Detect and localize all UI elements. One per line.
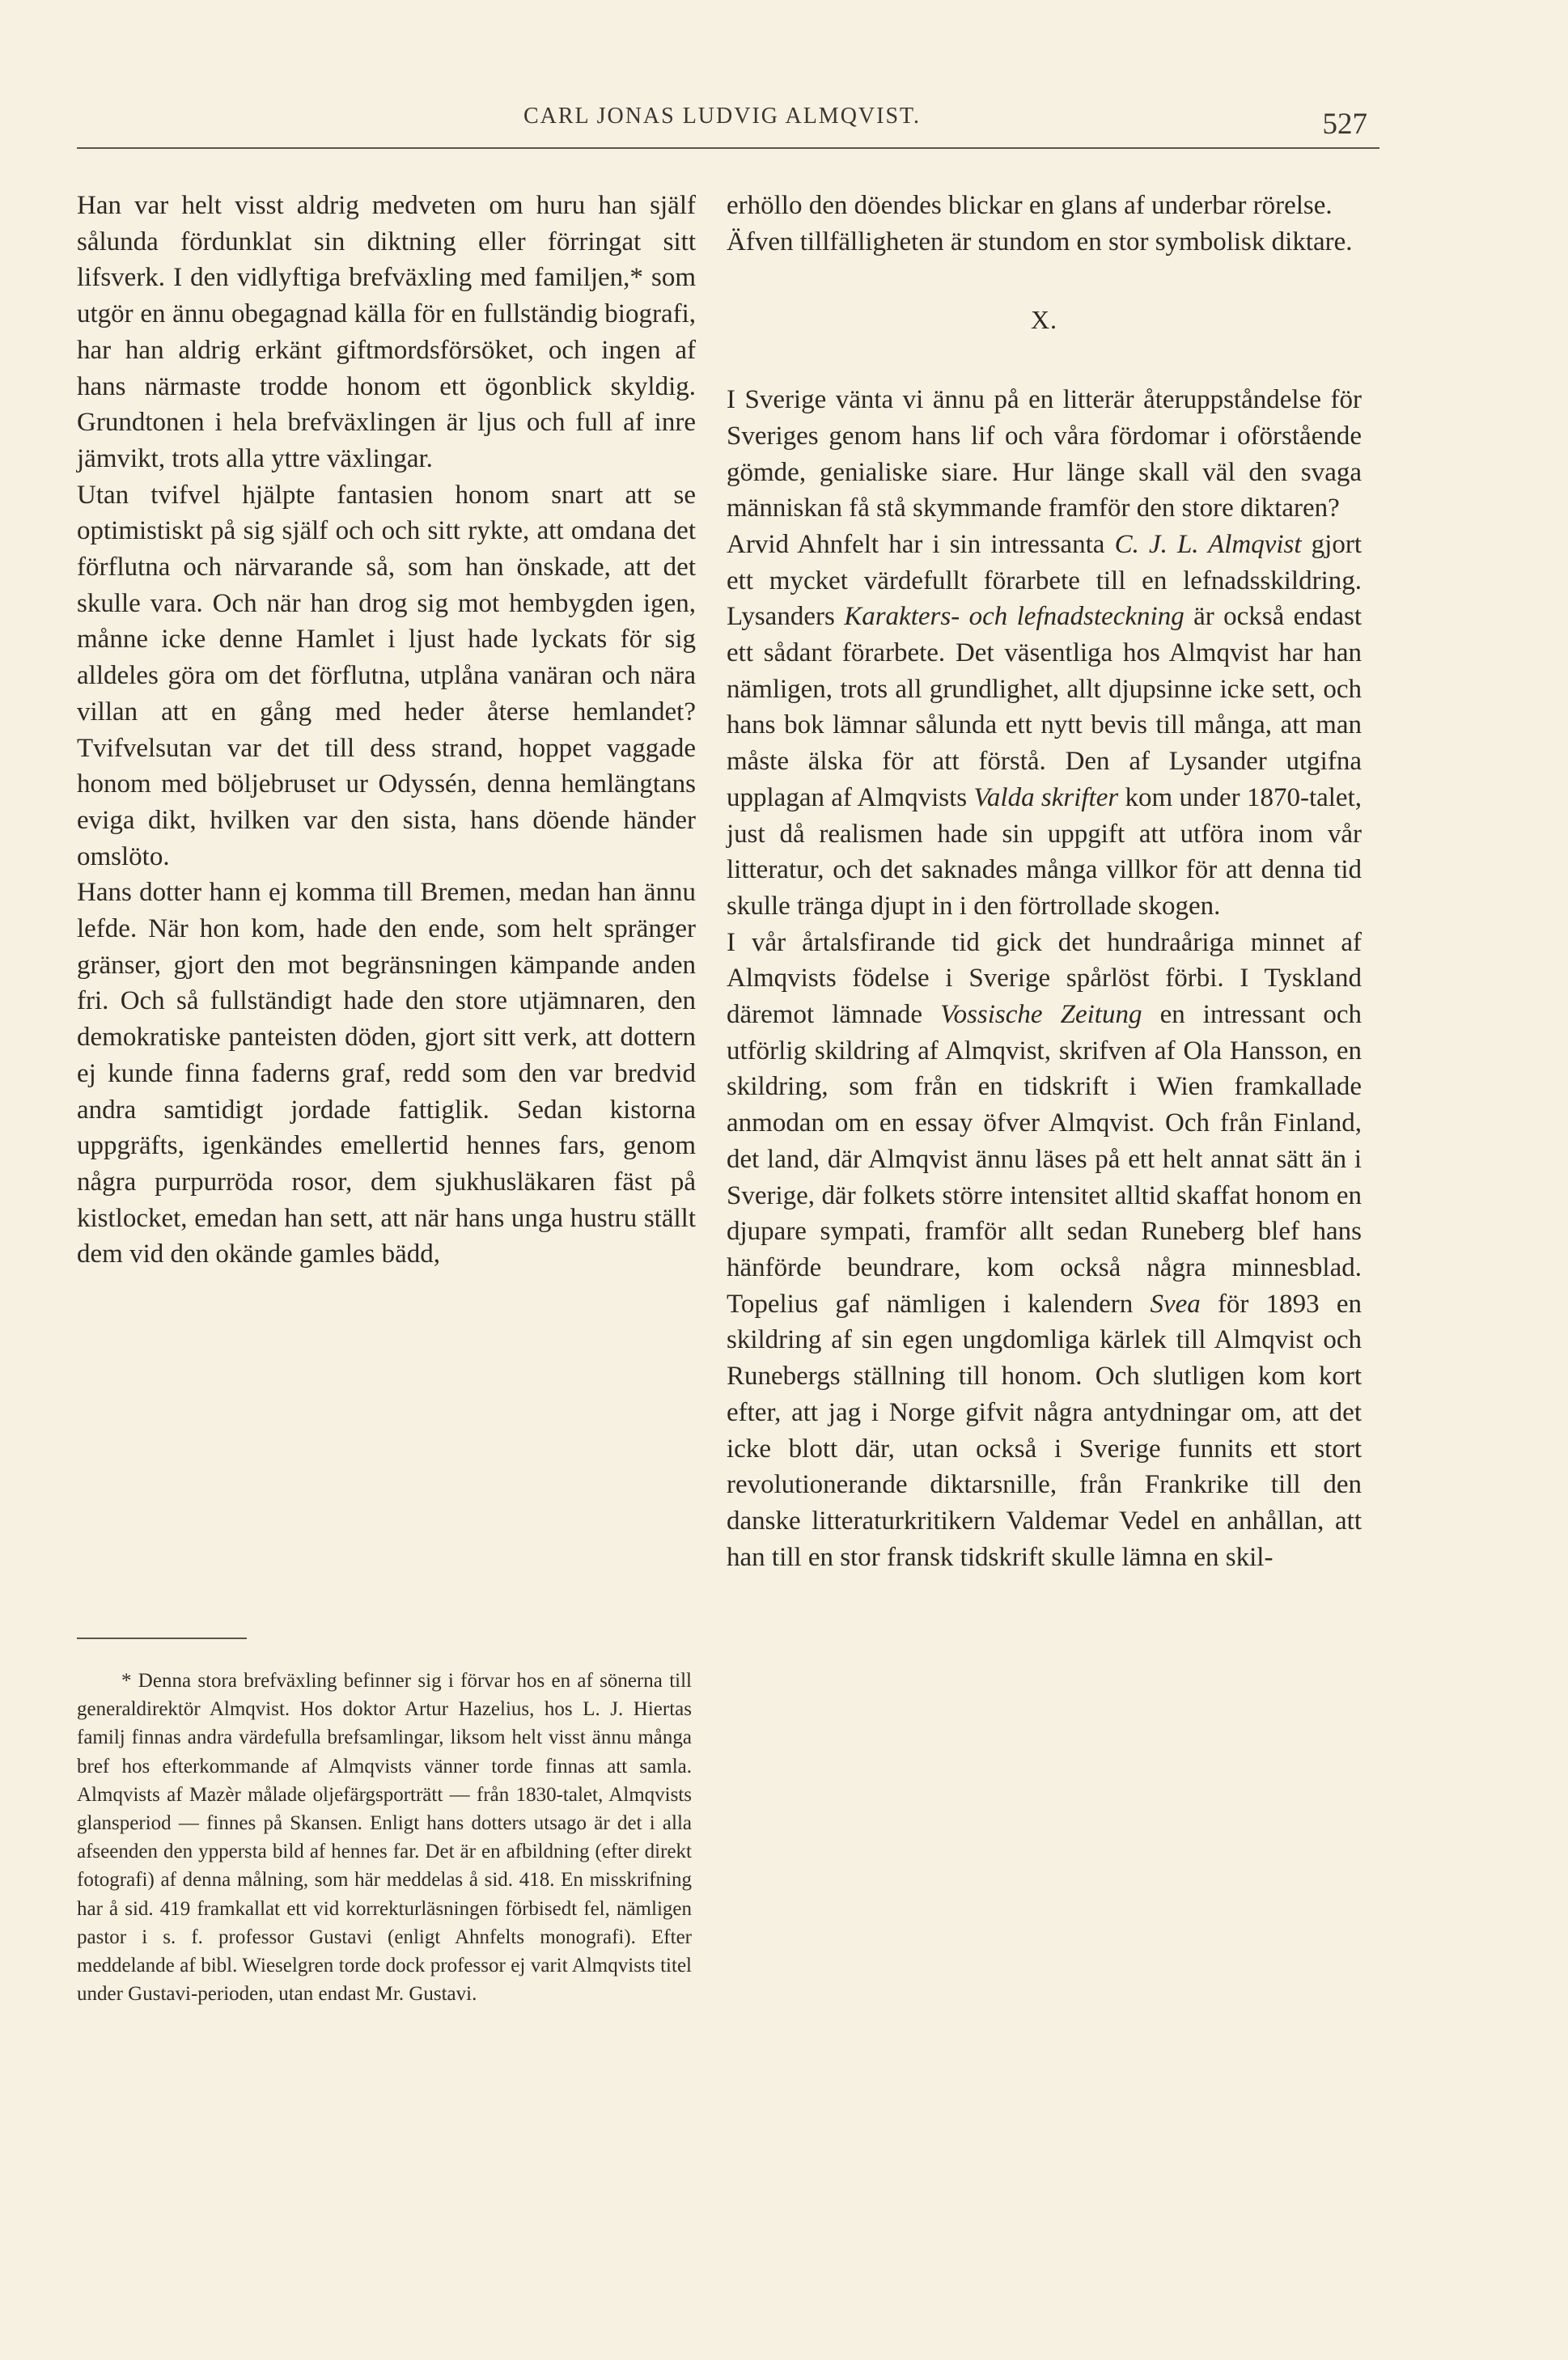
footnote-text: * Denna stora brefväxling befinner sig i förvar hos en af sönerna till generaldirektör Almqvist. Hos doktor Artur Hazelius, hos L. J. Hiertas familj finnas andra värdefulla brefsamlingar, liksom helt visst ännu många bref hos efterkommande af Almqvists vänner torde finnas att samla. Almqvists af Mazèr målade oljefärgsporträtt — från 1830-talet, Almqvists glansperiod — finnes på Skansen. Enligt hans dotters utsago är det i alla afseenden den yppersta bild af hennes far. Det är en afbildning (efter direkt fotografi) af denna målning, som här meddelas å sid. 418. En misskrifning har å sid. 419 framkallat ett vid korrekturläsningen förbisedt fel, nämligen pastor i s. f. professor Gustavi (enligt Ahnfelts monografi). Efter meddelande af bibl. Wieselgren torde dock professor ej varit Almqvists titel under Gustavi-perioden, utan endast Mr. Gustavi. — [77, 1670, 692, 2006]
text-run: är också endast ett sådant förarbete. Det väsentliga hos Almqvist har han nämligen, trots all grundlighet, allt djupsinne icke sett, och hans bok lämnar sålunda ett nytt bevis till många, att man måste älska för att förstå. Den af Lysander utgifna upplagan af Almqvists — [727, 602, 1362, 812]
italic-title-svea: Svea — [1150, 1289, 1201, 1319]
left-paragraph-3: Hans dotter hann ej komma till Bremen, medan han ännu lefde. När hon kom, hade den ende, som helt spränger gränser, gjort den mot begränsningen kämpande anden fri. Och så fullständigt hade den store utjämnaren, den demokratiske panteisten döden, gjort sitt verk, att dottern ej kunde finna faderns graf, redd som den var bredvid andra samtidigt jordade fattiglik. Sedan kistorna uppgräfts, igenkändes emellertid hennes fars, genom några purpurröda rosor, dem sjukhusläkaren fäst på kistlocket, emedan han sett, att när hans unga hustru ställt dem vid den okände gamles bädd, — [77, 878, 696, 1269]
footnote — [77, 1667, 692, 2008]
italic-title-karakters: Karakters- och lefnadsteckning — [844, 602, 1184, 632]
left-paragraph-2: Utan tvifvel hjälpte fantasien honom snart att se optimistiskt på sig själf och och sitt rykte, att omdana det förflutna och närvarande så, som han önskade, att det skulle vara. Och när han drog sig mot hembygden igen, månne icke denne Hamlet i ljust hade lyckats för sig alldeles göra om det förflutna, utplåna vanäran och nära villan att en gång med heder återse hemlandet? Tvifvelsutan var det till dess strand, hoppet vaggade honom med böljebruset ur Odyssén, denna hemlängtans eviga dikt, hvilken var den sista, hans döende händer omslöto. — [77, 480, 696, 871]
right-paragraph-2 — [727, 527, 1362, 925]
text-run: gjort ett mycket värdefullt förarbete till en lefnadsskildring. Lysanders — [727, 529, 1362, 632]
italic-title-valda-skrifter: Valda skrifter — [973, 782, 1119, 812]
header-rule — [77, 147, 1379, 149]
right-opening-paragraph-2: Äfven tillfälligheten är stundom en stor symbolisk diktare. — [727, 227, 1353, 256]
text-run: en intressant och utförlig skildring af Almqvist, skrifven af Ola Hansson, en skildring, som från en tidskrift i Wien framkallade anmodan om en essay öfver Almqvist. Och från Finland, det land, där Almqvist ännu läses på ett helt annat sätt än i Sverige, där folkets större intensitet alltid skaffat honom en djupare sympati, framför allt sedan Runeberg blef hans hänförde beundrare, kom också några minnesblad. Topelius gaf nämligen i kalendern — [727, 1000, 1362, 1319]
footnote-rule — [77, 1638, 247, 1639]
section-heading: X. — [1030, 305, 1058, 335]
italic-title-almqvist: C. J. L. Almqvist — [1114, 529, 1302, 559]
left-paragraph-1: Han var helt visst aldrig medveten om huru han själf sålunda fördunklat sin diktning eller förringat sitt lifsverk. I den vidlyftiga brefväxling med familjen,* som utgör en ännu obegagnad källa för en fullständig biografi, har han aldrig erkänt giftmordsförsöket, och ingen af hans närmaste trodde honom ett ögonblick skyldig. Grundtonen i hela brefväxlingen är ljus och full af inre jämvikt, trots alla yttre växlingar. — [77, 191, 696, 473]
text-run: för 1893 en skildring af sin egen ungdomliga kärlek till Almqvist och Runebergs ställning till honom. Och slutligen kom kort efter, att jag i Norge gifvit några antydningar om, att det icke blott där, utan också i Sverige funnits ett stort revolutionerande diktarsnille, från Frankrike till den danske litteraturkritikern Valdemar Vedel en anhållan, att han till en stor fransk tidskrift skulle lämna en skil- — [727, 1289, 1362, 1572]
page-number: 527 — [1322, 108, 1367, 141]
right-opening-paragraph: erhöllo den döendes blickar en glans af underbar rörelse. — [727, 191, 1333, 220]
text-run: I vår årtalsfirande tid gick det hundraåriga minnet af Almqvists födelse i Sverige spårlöst förbi. I Tyskland däremot lämnade — [727, 927, 1362, 1030]
running-title: CARL JONAS LUDVIG ALMQVIST. — [523, 104, 922, 129]
right-paragraph-3 — [727, 925, 1362, 1576]
right-paragraph-1: I Sverige vänta vi ännu på en litterär återuppståndelse för Sveriges genom hans lif och våra fördomar i oförstående gömde, genialiske siare. Hur länge skall väl den svaga människan få stå skymmande framför den store diktaren? — [727, 385, 1362, 523]
text-run: kom under 1870-talet, just då realismen hade sin uppgift att utföra inom vår litteratur, och det saknades många villkor för att denna tid skulle tränga djupt in i den förtrollade skogen. — [727, 782, 1362, 921]
left-column — [77, 188, 696, 1273]
text-run: Arvid Ahnfelt har i sin intressanta — [727, 529, 1115, 559]
right-column — [727, 188, 1362, 1575]
italic-title-vossische: Vossische Zeitung — [940, 1000, 1142, 1030]
